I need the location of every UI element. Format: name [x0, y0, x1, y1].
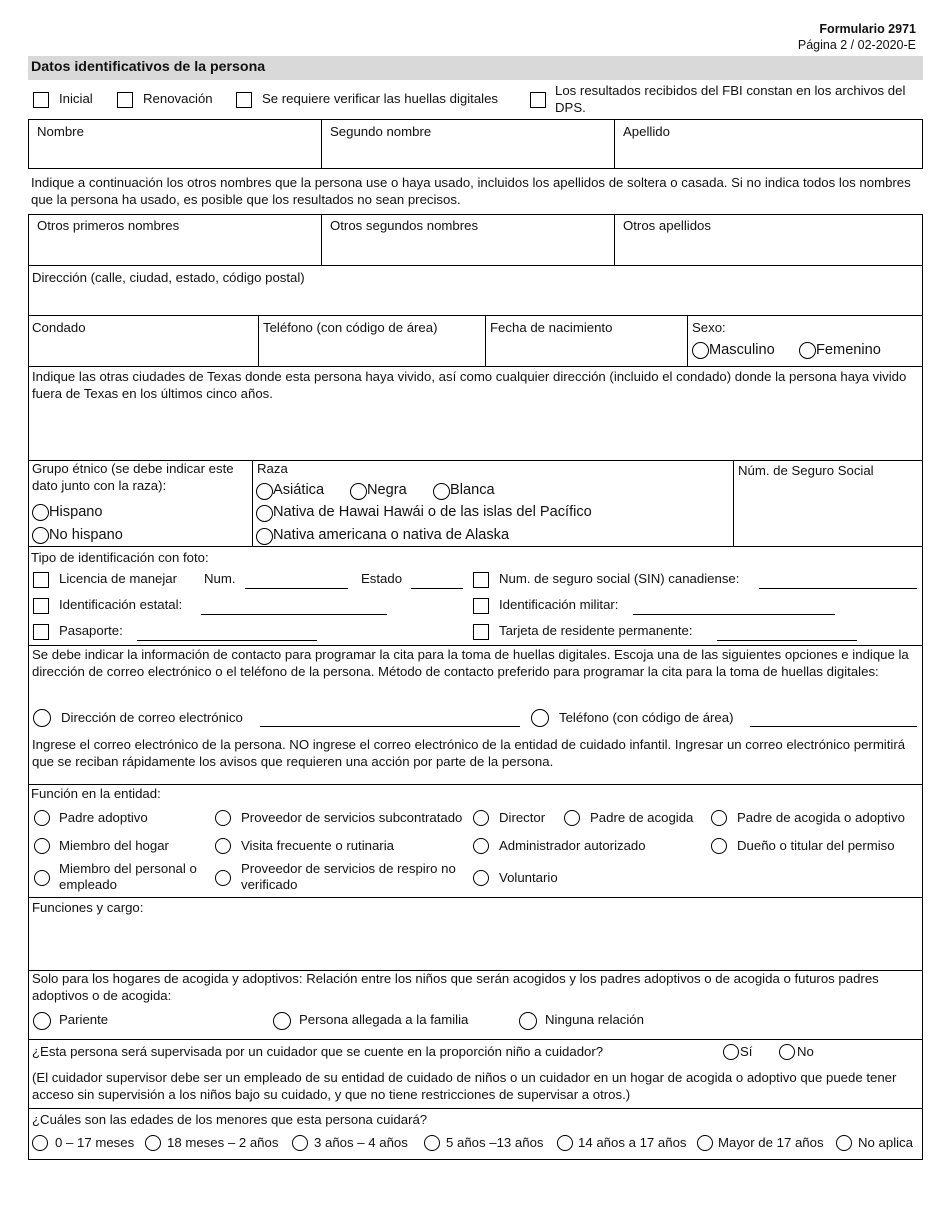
canadian-sin-checkbox[interactable] — [473, 572, 489, 588]
role-frequent-visitor-radio[interactable] — [215, 838, 231, 854]
passport-line[interactable] — [137, 640, 317, 641]
role-household-member-label: Miembro del hogar — [59, 838, 169, 853]
ethnicity-nonhispanic-label: No hispano — [49, 527, 123, 543]
other-cities-instructions: Indique las otras ciudades de Texas donde esta persona haya vivido, así como cualquier dirección (incluido el condado) donde la persona haya vivido fuera de Texas en los últimos cinco años. — [32, 369, 907, 401]
address-input[interactable] — [30, 288, 921, 313]
other-first-names-input[interactable] — [30, 237, 319, 263]
age-over-17-label: Mayor de 17 años — [718, 1135, 824, 1150]
role-household-member-radio[interactable] — [34, 838, 50, 854]
state-id-label: Identificación estatal: — [59, 597, 183, 612]
role-authorized-admin-radio[interactable] — [473, 838, 489, 854]
ethnicity-hispanic-radio[interactable] — [32, 504, 49, 521]
supervision-no-radio[interactable] — [779, 1044, 795, 1060]
sex-male-label: Masculino — [709, 342, 775, 358]
section-title: Datos identificativos de la persona — [28, 56, 923, 80]
role-contracted-provider-radio[interactable] — [215, 810, 231, 826]
age-18-months-2-years-radio[interactable] — [145, 1135, 161, 1151]
permanent-resident-line[interactable] — [717, 640, 857, 641]
role-foster-parent-radio[interactable] — [564, 810, 580, 826]
role-permit-holder-label: Dueño o titular del permiso — [737, 838, 895, 853]
ethnicity-hispanic-label: Hispano — [49, 504, 103, 520]
other-last-names-input[interactable] — [616, 237, 921, 263]
race-white-label: Blanca — [450, 482, 495, 498]
role-foster-or-adoptive-label: Padre de acogida o adoptivo — [737, 810, 905, 825]
age-5-13-years-radio[interactable] — [424, 1135, 440, 1151]
supervision-no-label: No — [797, 1044, 814, 1059]
county-label: Condado — [32, 320, 86, 335]
drivers-license-checkbox[interactable] — [33, 572, 49, 588]
supervision-yes-radio[interactable] — [723, 1044, 739, 1060]
photo-id-label: Tipo de identificación con foto: — [31, 550, 209, 565]
license-state-label: Estado — [361, 571, 403, 586]
other-middle-names-label: Otros segundos nombres — [330, 218, 479, 233]
sex-label: Sexo: — [692, 320, 726, 335]
role-volunteer-label: Voluntario — [499, 870, 558, 885]
license-num-line[interactable] — [245, 588, 348, 589]
passport-label: Pasaporte: — [59, 623, 123, 638]
ssn-label: Núm. de Seguro Social — [738, 463, 874, 478]
contact-phone-radio[interactable] — [531, 709, 549, 727]
renewal-label: Renovación — [143, 91, 213, 106]
permanent-resident-label: Tarjeta de residente permanente: — [499, 623, 693, 638]
permanent-resident-checkbox[interactable] — [473, 624, 489, 640]
supervision-note: (El cuidador supervisor debe ser un empleado de su entidad de cuidado de niños o un cuidador en un hogar de acogida o adoptivo que puede tener acceso sin supervisión a los niños bajo su cuidado, y que no tiene restricciones de supervisar a otros.) — [32, 1070, 897, 1102]
middle-name-label: Segundo nombre — [330, 124, 432, 139]
ethnicity-nonhispanic-radio[interactable] — [32, 527, 49, 544]
contact-phone-label: Teléfono (con código de área) — [559, 710, 734, 725]
state-id-checkbox[interactable] — [33, 598, 49, 614]
initial-label: Inicial — [59, 91, 93, 106]
age-0-17-months-radio[interactable] — [32, 1135, 48, 1151]
role-foster-parent-label: Padre de acogida — [590, 810, 694, 825]
email-note: Ingrese el correo electrónico de la persona. NO ingrese el correo electrónico de la entidad de cuidado infantil. Ingresar un correo electrónico permitirá que se reciban rápidamente los avisos que requieren una acción por parte de la persona. — [32, 737, 906, 769]
fbi-results-checkbox[interactable] — [530, 92, 546, 108]
duties-label: Funciones y cargo: — [32, 900, 144, 915]
age-not-applicable-radio[interactable] — [836, 1135, 852, 1151]
foster-no-relation-radio[interactable] — [519, 1012, 537, 1030]
role-permit-holder-radio[interactable] — [711, 838, 727, 854]
other-names-instructions: Indique a continuación los otros nombres que la persona use o haya usado, incluidos los apellidos de soltera o casada. Si no indica todos los nombres que la persona ha usado, es posible que los resultados no sean precisos. — [31, 175, 911, 207]
role-respite-provider-label: Proveedor de servicios de respiro no verificado — [241, 861, 456, 892]
foster-close-person-radio[interactable] — [273, 1012, 291, 1030]
foster-relative-label: Pariente — [59, 1012, 109, 1027]
supervision-question: ¿Esta persona será supervisada por un cuidador que se cuente en la proporción niño a cuidador? — [32, 1044, 604, 1059]
sex-male-radio[interactable] — [692, 342, 709, 359]
canadian-sin-line[interactable] — [759, 588, 917, 589]
phone-label: Teléfono (con código de área) — [263, 320, 438, 335]
role-authorized-admin-label: Administrador autorizado — [499, 838, 646, 853]
role-director-radio[interactable] — [473, 810, 489, 826]
role-respite-provider-radio[interactable] — [215, 870, 231, 886]
fbi-results-label: Los resultados recibidos del FBI constan en los archivos del DPS. — [555, 83, 906, 115]
fingerprint-verify-checkbox[interactable] — [236, 92, 252, 108]
sex-female-radio[interactable] — [799, 342, 816, 359]
canadian-sin-label: Num. de seguro social (SIN) canadiense: — [499, 571, 740, 586]
foster-relationship-text: Solo para los hogares de acogida y adoptivos: Relación entre los niños que serán acogidos y los padres adoptivos o de acogida o futuros padres adoptivos o de acogida: — [32, 971, 879, 1003]
contact-email-line[interactable] — [260, 726, 520, 727]
renewal-checkbox[interactable] — [117, 92, 133, 108]
race-pacific-islander-label: Nativa de Hawai Hawái o de las islas del Pacífico — [273, 504, 592, 520]
race-black-label: Negra — [367, 482, 407, 498]
race-asian-label: Asiática — [273, 482, 325, 498]
phone-input[interactable] — [260, 340, 483, 364]
role-frequent-visitor-label: Visita frecuente o rutinaria — [241, 838, 394, 853]
age-5-13-years-label: 5 años –13 años — [446, 1135, 544, 1150]
age-3-4-years-radio[interactable] — [292, 1135, 308, 1151]
role-volunteer-radio[interactable] — [473, 870, 489, 886]
other-middle-names-input[interactable] — [323, 237, 612, 263]
contact-email-label: Dirección de correo electrónico — [61, 710, 243, 725]
ethnicity-label: Grupo étnico (se debe indicar este dato junto con la raza): — [32, 461, 234, 493]
last-name-input[interactable] — [616, 142, 921, 167]
first-name-label: Nombre — [37, 124, 84, 139]
contact-instructions: Se debe indicar la información de contacto para programar la cita para la toma de huellas digitales. Escoja una de las siguientes opciones e indique la dirección de correo electrónico o el teléfono de la persona. Método de contacto preferido para programar la cita para la toma de huellas digitales: — [32, 647, 909, 679]
passport-checkbox[interactable] — [33, 624, 49, 640]
middle-name-input[interactable] — [323, 142, 612, 167]
foster-no-relation-label: Ninguna relación — [545, 1012, 644, 1027]
military-id-line[interactable] — [633, 614, 835, 615]
duties-input[interactable] — [30, 918, 921, 968]
fingerprint-verify-label: Se requiere verificar las huellas digitales — [262, 91, 499, 106]
other-cities-input[interactable] — [30, 404, 921, 458]
role-staff-member-label: Miembro del personal o empleado — [59, 861, 197, 892]
race-pacific-islander-radio[interactable] — [256, 505, 273, 522]
age-18-months-2-years-label: 18 meses – 2 años — [167, 1135, 279, 1150]
first-name-input[interactable] — [30, 142, 319, 167]
license-state-line[interactable] — [411, 588, 463, 589]
form-number: Formulario 2971 — [819, 22, 916, 36]
dob-input[interactable] — [487, 340, 685, 364]
drivers-license-label: Licencia de manejar — [59, 571, 178, 586]
ages-question: ¿Cuáles son las edades de los menores que esta persona cuidará? — [32, 1112, 428, 1127]
foster-relative-radio[interactable] — [33, 1012, 51, 1030]
role-contracted-provider-label: Proveedor de servicios subcontratado — [241, 810, 463, 825]
age-14-17-years-radio[interactable] — [557, 1135, 573, 1151]
dob-label: Fecha de nacimiento — [490, 320, 613, 335]
age-not-applicable-label: No aplica — [858, 1135, 913, 1150]
initial-checkbox[interactable] — [33, 92, 49, 108]
county-input[interactable] — [30, 340, 256, 364]
role-director-label: Director — [499, 810, 546, 825]
age-14-17-years-label: 14 años a 17 años — [578, 1135, 687, 1150]
contact-phone-line[interactable] — [750, 726, 917, 727]
military-id-checkbox[interactable] — [473, 598, 489, 614]
race-black-radio[interactable] — [350, 483, 367, 500]
role-label: Función en la entidad: — [31, 786, 161, 801]
military-id-label: Identificación militar: — [499, 597, 619, 612]
foster-close-person-label: Persona allegada a la familia — [299, 1012, 469, 1027]
age-over-17-radio[interactable] — [697, 1135, 713, 1151]
address-label: Dirección (calle, ciudad, estado, código postal) — [32, 270, 305, 285]
contact-email-radio[interactable] — [33, 709, 51, 727]
role-adoptive-parent-radio[interactable] — [34, 810, 50, 826]
license-num-label: Num. — [204, 571, 236, 586]
age-0-17-months-label: 0 – 17 meses — [55, 1135, 135, 1150]
role-foster-or-adoptive-radio[interactable] — [711, 810, 727, 826]
race-asian-radio[interactable] — [256, 483, 273, 500]
state-id-line[interactable] — [201, 614, 387, 615]
role-adoptive-parent-label: Padre adoptivo — [59, 810, 148, 825]
other-first-names-label: Otros primeros nombres — [37, 218, 180, 233]
race-native-american-label: Nativa americana o nativa de Alaska — [273, 527, 510, 543]
race-white-radio[interactable] — [433, 483, 450, 500]
page-info: Página 2 / 02-2020-E — [797, 38, 916, 52]
ssn-input[interactable] — [735, 484, 921, 544]
other-last-names-label: Otros apellidos — [623, 218, 711, 233]
race-native-american-radio[interactable] — [256, 528, 273, 545]
age-3-4-years-label: 3 años – 4 años — [314, 1135, 408, 1150]
sex-female-label: Femenino — [816, 342, 881, 358]
supervision-yes-label: Sí — [740, 1044, 753, 1059]
role-staff-member-radio[interactable] — [34, 870, 50, 886]
race-label: Raza — [257, 461, 288, 476]
last-name-label: Apellido — [623, 124, 670, 139]
